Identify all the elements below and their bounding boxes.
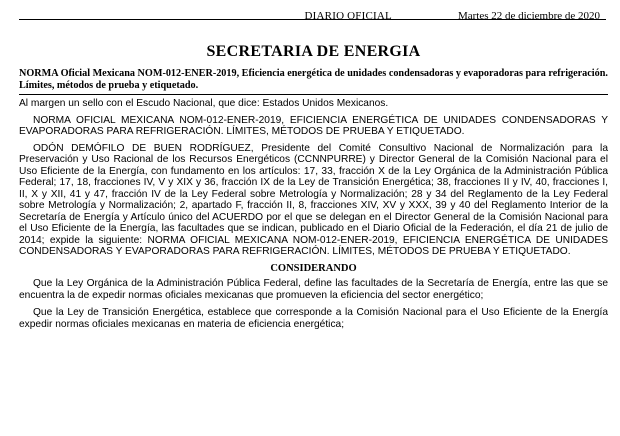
section-title: SECRETARIA DE ENERGIA	[206, 43, 421, 60]
considerando-heading: CONSIDERANDO	[270, 262, 357, 274]
odon-paragraph: ODÓN DEMÓFILO DE BUEN RODRÍGUEZ, Presidente del Comité Consultivo Nacional de Normalización para la Preservación y Uso Racional de los Recursos Energéticos (CCNNPURRE) y Director General de la Comisión Nacional para el Uso Eficiente de la Energía, con fundamento en los artículos: 17, 33, fracción X de la Ley Orgánica de la Administración Pública Federal; 17, 18, fracciones IV, V y XIX y 36, fracción IX de la Ley de Transición Energética; 38, fracciones II y IV, 40, fracciones I, II, X y XII, 41 y 47, fracción IV de la Ley Federal sobre Metrología y Normalización; 28 y 34 del Reglamento de la Ley Federal sobre Metrología y Normalización; 2, apartado F, fracción II, 8, fracciones XIV, XV y XXX, 39 y 40 del Reglamento Interior de la Secretaría de Energía y Artículo único del ACUERDO por el que se delegan en el Director General de la Comisión Nacional para el Uso Eficiente de la Energía, las facultades que se indican, publicado en el Diario Oficial de la Federación, el día 21 de julio de 2014; expide la siguiente: NORMA OFICIAL MEXICANA NOM-012-ENER-2019, EFICIENCIA ENERGÉTICA DE UNIDADES CONDENSADORAS Y EVAPORADORAS PARA REFRIGERACIÓN. LÍMITES, MÉTODOS DE PRUEBA Y ETIQUETADO.	[19, 142, 608, 257]
norma-uppercase-paragraph: NORMA OFICIAL MEXICANA NOM-012-ENER-2019, EFICIENCIA ENERGÉTICA DE UNIDADES CONDENSADORAS Y EVAPORADORAS PARA REFRIGERACIÓN. LÍMITES, MÉTODOS DE PRUEBA Y ETIQUETADO.	[19, 114, 608, 137]
publication-date: Martes 22 de diciembre de 2020	[457, 10, 600, 22]
sello-paragraph: Al margen un sello con el Escudo Nacional, que dice: Estados Unidos Mexicanos.	[19, 98, 389, 109]
considerando-paragraph-2: Que la Ley de Transición Energética, establece que corresponde a la Comisión Nacional para el Uso Eficiente de la Energía expedir normas oficiales mexicanas en materia de eficiencia energética;	[19, 307, 608, 330]
publication-name: DIARIO OFICIAL	[304, 10, 392, 22]
page-header	[19, 0, 606, 20]
norma-title: NORMA Oficial Mexicana NOM-012-ENER-2019, Eficiencia energética de unidades condensadoras y evaporadoras para refrigeración. Límites, métodos de prueba y etiquetado.	[19, 68, 608, 95]
considerando-paragraph-1: Que la Ley Orgánica de la Administración Pública Federal, define las facultades de la Secretaría de Energía, entre las que se encuentra la de expedir normas oficiales mexicanas que promueven la eficiencia del sector energético;	[19, 278, 608, 301]
document-body	[19, 98, 608, 330]
